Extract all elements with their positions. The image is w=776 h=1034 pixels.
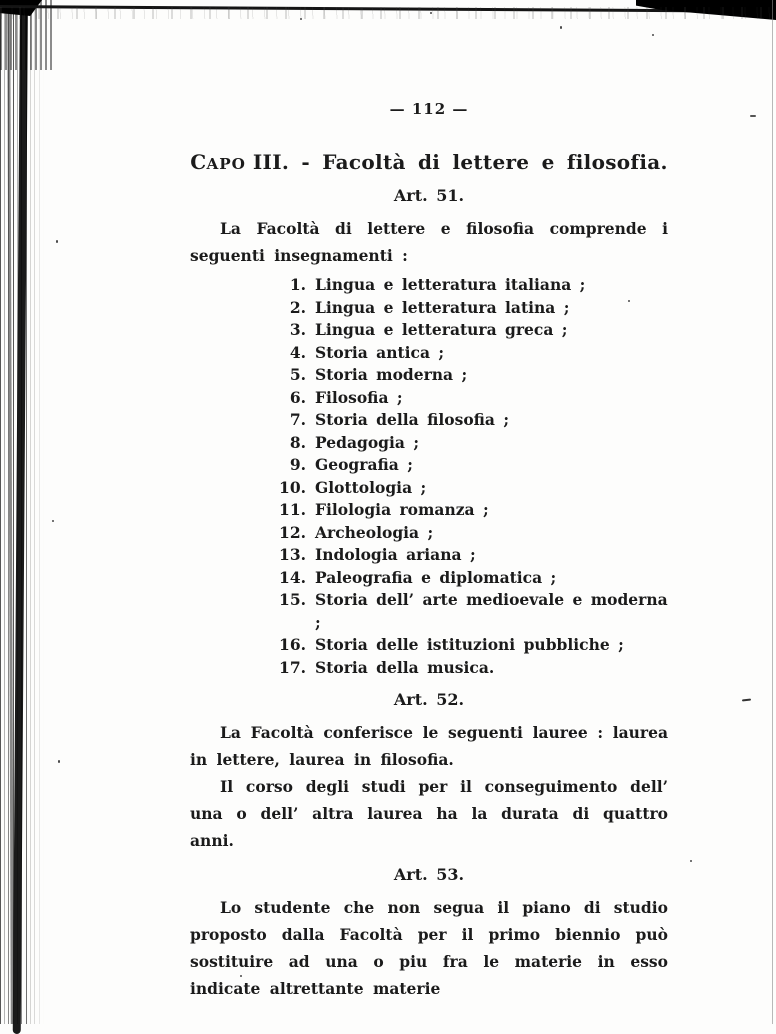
list-item-text: Lingua e letteratura latina ; xyxy=(315,297,570,317)
article-52-paragraph-1: La Facoltà conferisce le seguenti lauree : laurea in lettere, laurea in filosofia. xyxy=(190,723,668,769)
list-item-number: 12. xyxy=(279,522,306,542)
scan-right-edge-line xyxy=(772,0,773,1024)
scan-speck xyxy=(56,240,58,243)
list-item-number: 14. xyxy=(279,567,306,587)
scan-speck xyxy=(300,18,302,20)
article-52-paragraph-2: Il corso degli studi per il conseguimento dell’ una o dell’ altra laurea ha la durata di quattro anni. xyxy=(190,777,668,850)
list-item-number: 4. xyxy=(289,342,306,362)
list-item xyxy=(190,342,668,365)
scan-speck xyxy=(560,26,562,29)
article-51-intro: La Facoltà di lettere e filosofia comprende i seguenti insegnamenti : xyxy=(190,219,668,265)
scan-speck xyxy=(430,12,432,14)
article-53-heading: Art. 53. xyxy=(393,865,465,884)
list-item-text: Lingua e letteratura italiana ; xyxy=(315,275,586,294)
scan-speck xyxy=(690,860,692,862)
list-item-number: 13. xyxy=(279,545,306,564)
list-item xyxy=(190,297,668,320)
list-item-number: 15. xyxy=(279,590,306,609)
page-number: — 112 — xyxy=(389,100,469,118)
list-item xyxy=(190,364,668,387)
list-item-text: Indologia ariana ; xyxy=(315,545,476,564)
list-item-text: Pedagogia ; xyxy=(315,432,420,452)
list-item-number: 1. xyxy=(289,275,306,294)
list-item xyxy=(190,454,668,477)
scan-speck xyxy=(58,760,60,763)
list-item xyxy=(190,567,668,590)
chapter-word-initial: C xyxy=(190,150,207,174)
list-item xyxy=(190,432,668,455)
list-item-text: Archeologia ; xyxy=(315,522,434,542)
article-52-heading: Art. 52. xyxy=(393,690,465,709)
list-item xyxy=(190,544,668,567)
chapter-title: III. - Facoltà di lettere e filosofia. xyxy=(252,150,668,174)
list-item xyxy=(190,477,668,500)
list-item-text: Filosofia ; xyxy=(315,387,403,407)
list-item-text: Storia moderna ; xyxy=(315,365,468,384)
scan-speck-dash xyxy=(742,699,751,702)
list-item-number: 11. xyxy=(279,500,306,519)
list-item-text: Filologia romanza ; xyxy=(315,500,489,519)
chapter-heading xyxy=(190,150,668,174)
list-item xyxy=(190,387,668,410)
list-item-number: 6. xyxy=(289,387,306,407)
list-item xyxy=(190,274,668,297)
article-53-paragraph-1: Lo studente che non segua il piano di studio proposto dalla Facoltà per il primo biennio può sostituire ad una o piu fra le materie in esso indicate altrettante materie xyxy=(190,898,668,998)
article-51-heading: Art. 51. xyxy=(393,186,465,205)
subjects-list xyxy=(190,274,668,679)
list-item xyxy=(190,409,668,432)
chapter-word-smallcaps: APO xyxy=(206,155,246,173)
list-item-text: Lingua e letteratura greca ; xyxy=(315,320,568,339)
list-item-text: Storia antica ; xyxy=(315,342,445,362)
list-item-number: 16. xyxy=(279,635,306,654)
list-item-text: Storia della musica. xyxy=(315,657,495,677)
list-item-text: Storia della filosofia ; xyxy=(315,410,510,429)
list-item-number: 2. xyxy=(289,297,306,317)
list-item-number: 3. xyxy=(289,320,306,339)
list-item-text: Storia delle istituzioni pubbliche ; xyxy=(315,635,624,654)
list-item-number: 9. xyxy=(289,455,306,474)
list-item-text: Geografia ; xyxy=(315,455,413,474)
list-item-number: 5. xyxy=(289,365,306,384)
list-item-text: Paleografia e diplomatica ; xyxy=(315,567,557,587)
page-body xyxy=(190,100,668,1002)
list-item xyxy=(190,499,668,522)
list-item-number: 7. xyxy=(289,410,306,429)
list-item-number: 10. xyxy=(279,477,306,497)
list-item-number: 17. xyxy=(279,657,306,677)
list-item-text: Glottologia ; xyxy=(315,477,427,497)
list-item-text: Storia dell’ arte medioevale e moderna ; xyxy=(315,590,668,632)
scan-speck-dash xyxy=(750,115,756,117)
list-item xyxy=(190,589,668,634)
list-item-number: 8. xyxy=(289,432,306,452)
list-item xyxy=(190,522,668,545)
scan-speck xyxy=(652,34,654,36)
list-item xyxy=(190,634,668,657)
list-item xyxy=(190,319,668,342)
scan-top-noise-band xyxy=(0,7,776,19)
list-item xyxy=(190,657,668,680)
scan-speck xyxy=(52,520,54,522)
